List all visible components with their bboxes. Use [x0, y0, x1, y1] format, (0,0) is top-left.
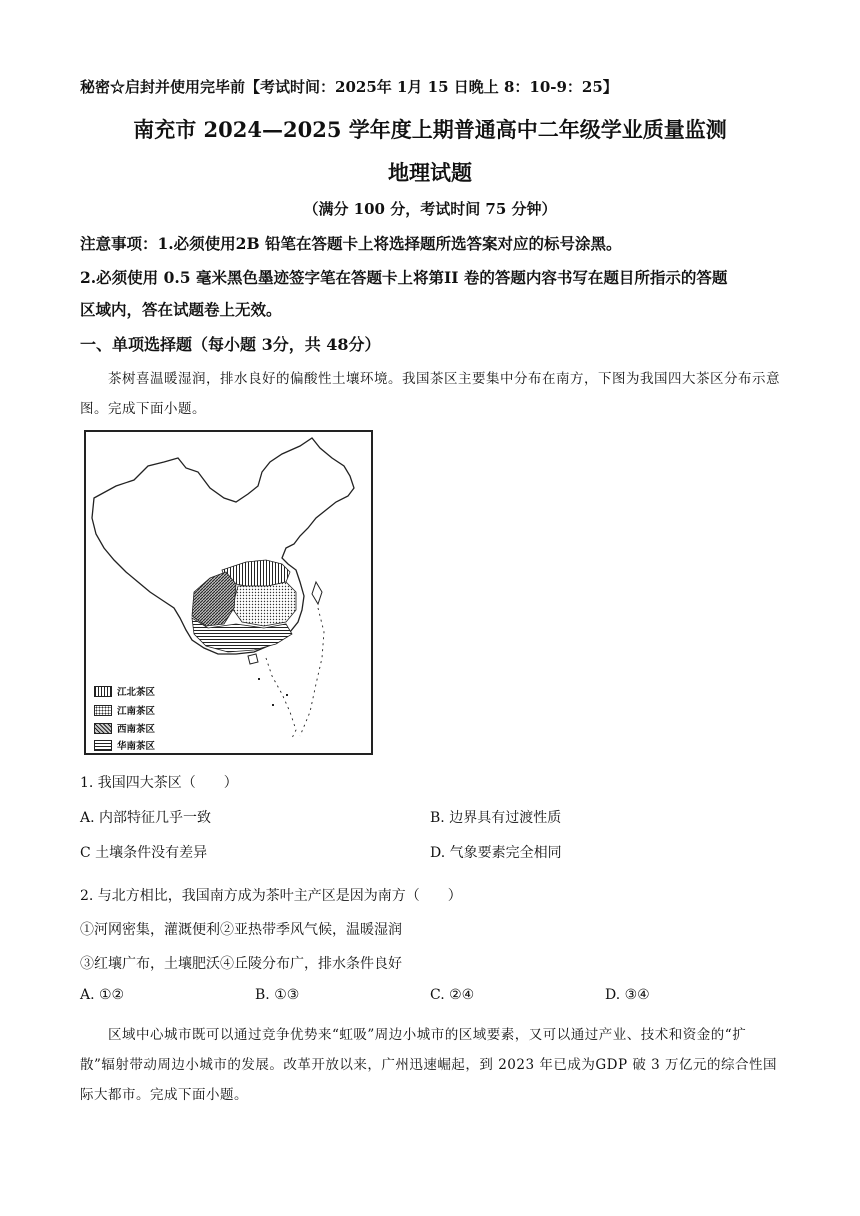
question-2-option-a: A. ①② [80, 987, 125, 1003]
confidential-header: 秘密☆启封并使用完毕前【考试时间：2025年 1月 15 日晚上 8：10-9：25】 [80, 78, 618, 96]
legend-label: 华南茶区 [117, 741, 156, 752]
tea-region-map [84, 430, 373, 755]
question-2-option-b: B. ①③ [255, 987, 300, 1003]
notice-line-1: 注意事项：1.必须使用2B 铅笔在答题卡上将选择题所选答案对应的标号涂黑。 [80, 234, 622, 253]
section-heading: 一、单项选择题（每小题 3分，共 48分） [80, 335, 381, 354]
question-1-option-d: D. 气象要素完全相同 [430, 845, 562, 861]
question-1-option-c: C 土壤条件没有差异 [80, 845, 208, 861]
question-2-option-c: C. ②④ [430, 987, 475, 1003]
question-1-option-b: B. 边界具有过渡性质 [430, 810, 562, 826]
question-2-statement-2: ③红壤广布，土壤肥沃④丘陵分布广，排水条件良好 [80, 956, 402, 972]
question-2-statement-1: ①河网密集，灌溉便利②亚热带季风气候，温暖湿润 [80, 922, 402, 938]
question-2-stem: 2. 与北方相比，我国南方成为茶叶主产区是因为南方（ ） [80, 888, 462, 904]
passage-guangzhou: 区域中心城市既可以通过竞争优势来“虹吸”周边小城市的区域要素，又可以通过产业、技术和资金的“扩散”辐射带动周边小城市的发展。改革开放以来，广州迅速崛起，到 2023 年已成为GDP 破 3 万亿元的综合性国际大都市。完成下面小题。 [80, 1027, 777, 1103]
legend-xinan [94, 721, 155, 735]
passage-tea: 茶树喜温暖湿润，排水良好的偏酸性土壤环境。我国茶区主要集中分布在南方，下图为我国四大茶区分布示意图。完成下面小题。 [80, 371, 780, 417]
exam-title: 南充市 2024—2025 学年度上期普通高中二年级学业质量监测 [133, 117, 727, 142]
legend-label: 江南茶区 [117, 706, 156, 717]
legend-label: 西南茶区 [117, 724, 156, 735]
legend-jiangnan [94, 703, 155, 717]
score-note: （满分 100 分，考试时间 75 分钟） [303, 200, 557, 218]
notice-line-3: 区域内，答在试题卷上无效。 [80, 300, 282, 319]
jiangnan-swatch [94, 705, 112, 716]
notice-line-2: 2.必须使用 0.5 毫米黑色墨迹签字笔在答题卡上将第II 卷的答题内容书写在题目所指示的答题 [80, 268, 728, 287]
huanan-swatch [94, 740, 112, 751]
question-1-option-a: A. 内部特征几乎一致 [80, 810, 212, 826]
legend-huanan [94, 738, 155, 752]
legend-jiangbei [94, 684, 155, 698]
xinan-swatch [94, 723, 112, 734]
exam-subtitle: 地理试题 [388, 160, 472, 185]
question-1-stem: 1. 我国四大茶区（ ） [80, 775, 238, 791]
jiangbei-swatch [94, 686, 112, 697]
legend-label: 江北茶区 [117, 687, 156, 698]
question-2-option-d: D. ③④ [605, 987, 650, 1003]
